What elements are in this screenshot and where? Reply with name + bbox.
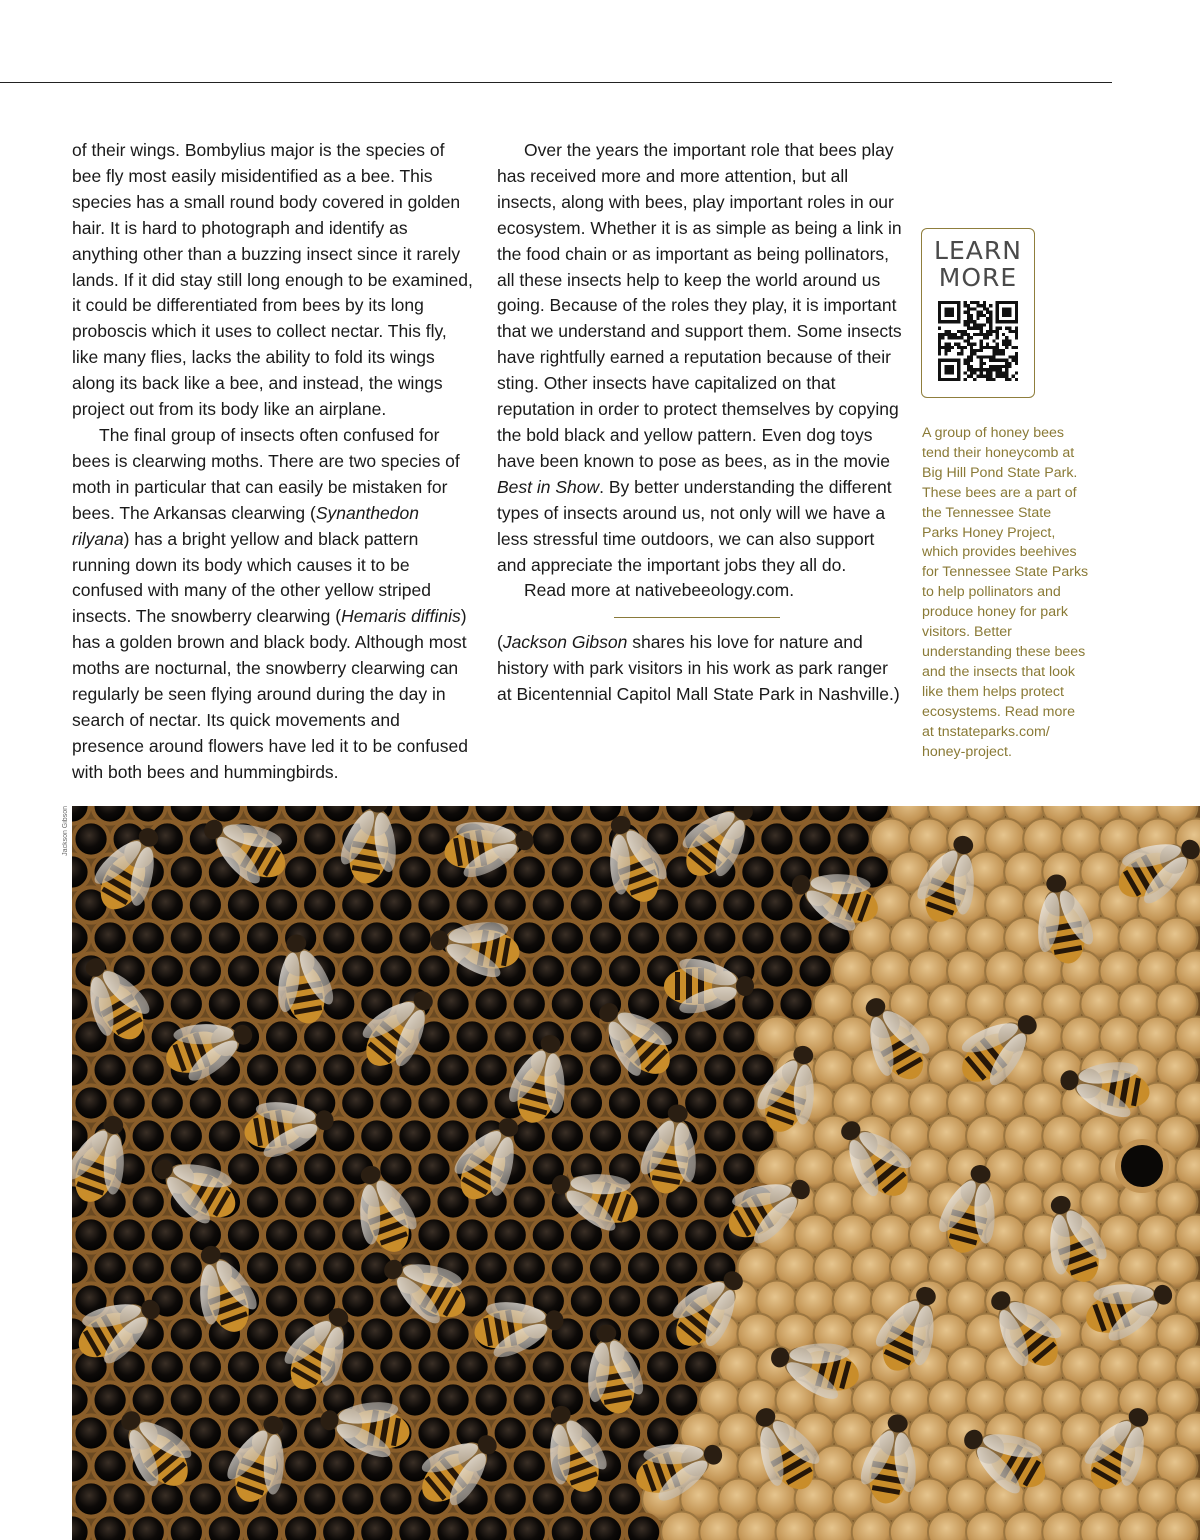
author-name: Jackson Gibson — [502, 632, 628, 653]
photo-caption: A group of honey bees tend their honeycomb at Big Hill Pond State Park. These bees are a part of the Tennessee State Parks Honey Project, which provides beehives for Tennessee State Parks to help pollinators and produce honey for park visitors. Better understanding these bees and the insects that look like them helps protect ecosystems. Read more at tnstateparks.com/ honey-project. — [922, 425, 1089, 760]
learn-more-box — [921, 228, 1035, 398]
article-paragraph — [72, 423, 474, 786]
article-paragraph — [497, 138, 903, 578]
species-name: Hemaris diffinis — [341, 606, 461, 627]
article-column-1 — [72, 138, 474, 786]
text-run: ) has a golden brown and black body. Although most moths are nocturnal, the snowberry clearwing can regularly be seen flying around during the day in search of nectar. Its quick movements and presence around flowers have led it to be confused with both bees and hummingbirds. — [72, 606, 468, 782]
article-paragraph: of their wings. Bombylius major is the species of bee fly most easily misidentified as a bee. This species has a small round body covered in golden hair. It is hard to photograph and identify as anything other than a buzzing insect since it rarely lands. If it did stay still long enough to be examined, it could be differentiated from bees by its long proboscis which it uses to collect nectar. This fly, like many flies, lacks the ability to fold its wings along its back like a bee, and instead, the wings project out from its body like an airplane. — [72, 140, 473, 420]
text-run: shares his love for nature and history with park visitors in his work as park ranger at Bicentennial Capitol Mall State Park in Nashville.) — [497, 632, 900, 705]
photo-credit: Jackson Gibson — [62, 806, 69, 856]
learn-more-line: MORE — [938, 263, 1018, 292]
text-run: Over the years the important role that bees play has received more and more attention, but all insects, along with bees, play important roles in our ecosystem. Whether it is as simple as being a link in the food chain or as important as being pollinators, all these insects help to keep the world around us going. Because of the roles they play, it is important that we understand and support them. Some insects have rightfully earned a reputation because of their sting. Other insects have capitalized on that reputation in order to protect themselves by copying the bold black and yellow pattern. Even dog toys have been known to pose as bees, as in the movie — [497, 140, 902, 471]
read-more-line: Read more at nativebeeology.com. — [524, 580, 795, 601]
honeybee-photo — [72, 806, 1200, 1540]
text-run: ) has a bright yellow and black pattern running down its body which causes it to be confused with many of the other yellow striped insects. The snowberry clearwing ( — [72, 528, 431, 627]
section-divider — [614, 617, 780, 618]
species-name: Synanthedon rilyana — [72, 502, 419, 549]
learn-more-line: LEARN — [934, 236, 1022, 265]
article-column-2 — [497, 138, 903, 708]
top-rule — [0, 82, 1112, 83]
honeybees-on-comb-image — [72, 806, 1200, 1540]
author-bio — [497, 630, 903, 708]
movie-title: Best in Show — [497, 476, 600, 497]
text-run: The final group of insects often confused for bees is clearwing moths. There are two species of moth in particular that can easily be mistaken for bees. The Arkansas clearwing ( — [72, 424, 460, 523]
learn-more-title — [922, 237, 1034, 291]
text-run: ( — [497, 632, 503, 653]
text-run: . By better understanding the different types of insects around us, not only will we have a less stressful time outdoors, we can also support and appreciate the important jobs they all do. — [497, 476, 892, 575]
qr-code-icon[interactable] — [938, 301, 1018, 381]
